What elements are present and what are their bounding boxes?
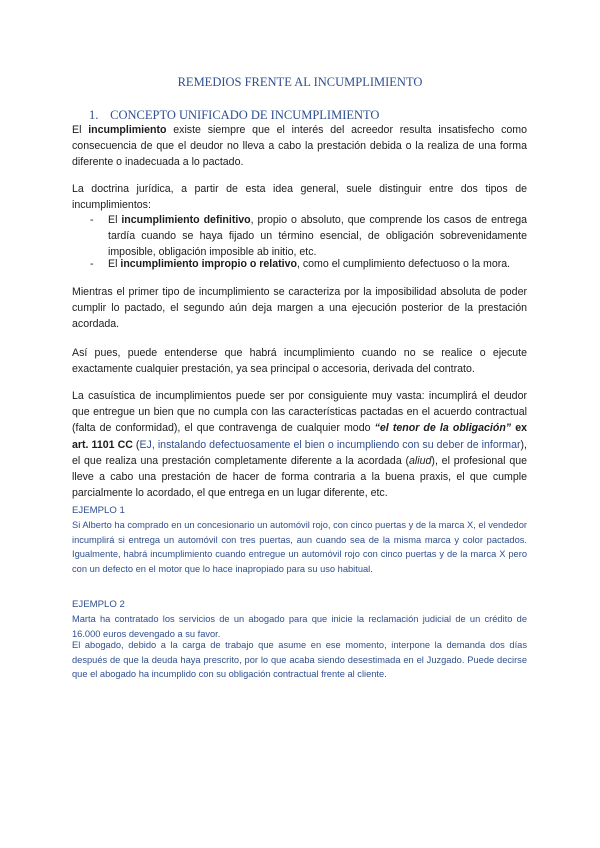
paragraph-doctrine: La doctrina jurídica, a partir de esta idea general, suele distinguir entre dos tipos de incumplimientos: <box>72 183 527 212</box>
italic-quote: “el tenor de la obligación” <box>374 422 512 435</box>
paragraph-comparison: Mientras el primer tipo de incumplimiento se caracteriza por la imposibilidad absoluta de poder cumplir lo pactado, el segundo aún deja margen a una ejecución posterior de la prestación acordada. <box>72 286 527 331</box>
bullet-marker: - <box>90 258 94 270</box>
list-item <box>90 212 527 261</box>
section-number: 1. <box>89 108 99 122</box>
bullet-marker: - <box>90 214 94 226</box>
legal-reference: ex art. 1101 CC <box>72 422 528 451</box>
paragraph-definition <box>72 122 527 171</box>
document-title: REMEDIOS FRENTE AL INCUMPLIMIENTO <box>177 75 423 89</box>
italic-term: aliud <box>409 454 432 467</box>
paragraph-summary: Así pues, puede entenderse que habrá incumplimiento cuando no se realice o ejecute exactamente cualquier prestación, ya sea principal o accesoria, derivada del contrato. <box>72 347 527 376</box>
text-run: , propio o absoluto, que comprende los casos de entrega tardía cuando se haya fijado un término esencial, de obligación sobrevenidamente imposible, obligación imposible ab initio, etc. <box>108 214 527 259</box>
text-run: El <box>72 124 89 136</box>
paragraph-casuistry <box>72 388 527 501</box>
bold-term: incumplimiento impropio o relativo <box>120 258 297 270</box>
text-run: , como el cumplimiento defectuoso o la mora. <box>296 258 511 270</box>
text-run: ), el que realiza una prestación completamente diferente a la acordada ( <box>72 438 527 467</box>
example-1-text: Si Alberto ha comprado en un concesionario un automóvil rojo, con cinco puertas y de la marca X, el vendedor incumplirá si entrega un automóvil con tres puertas, aun cuando sea de la misma marca y color pactados. Igualmente, habrá incumplimiento cuando entregue un automóvil rojo con cinco puertas y de la marca X pero con un defecto en el motor que lo hace inapropiado para su uso habitual. <box>72 520 527 574</box>
example-2-label: EJEMPLO 2 <box>72 599 125 610</box>
list-item <box>90 256 527 272</box>
example-1-label: EJEMPLO 1 <box>72 505 125 516</box>
example-2-text-1: Marta ha contratado los servicios de un abogado para que inicie la reclamación judicial de un crédito de 16.000 euros devengado a su favor. <box>72 614 527 639</box>
text-run: El <box>108 214 122 226</box>
text-run: ), el profesional que lleve a cabo una prestación de hacer de forma contraria a la buena praxis, el que cumple parcialmente lo acordado, el que entrega en un lugar diferente, etc. <box>72 454 527 500</box>
section-heading-text: CONCEPTO UNIFICADO DE INCUMPLIMIENTO <box>110 108 380 122</box>
example-2-text-2: El abogado, debido a la carga de trabajo que asume en ese momento, interpone la demanda dos días después de que la deuda haya prescrito, por lo que acaba siendo desestimada en el Juzgado. Puede decirse que el abogado ha incumplido con su obligación contractual frente al cliente. <box>72 640 527 680</box>
inline-example: EJ, instalando defectuosamente el bien o incumpliendo con su deber de informar <box>139 438 521 451</box>
text-run: existe siempre que el interés del acreedor resulta insatisfecho como consecuencia de que el deudor no lleva a cabo la prestación debida o la realiza de una forma diferente o inadecuada a lo pactado. <box>72 124 527 169</box>
text-run: La casuística de incumplimientos puede ser por consiguiente muy vasta: incumplirá el deudor que entregue un bien que no cumpla con las características pactadas en el acuerdo contractual (falta de conformidad), el que contravenga de cualquier modo <box>72 390 527 435</box>
bold-term: incumplimiento definitivo <box>121 214 251 226</box>
text-run: El <box>108 258 121 270</box>
section-heading <box>89 108 379 123</box>
text-run: ( <box>132 438 140 451</box>
bold-term: incumplimiento <box>88 124 167 136</box>
